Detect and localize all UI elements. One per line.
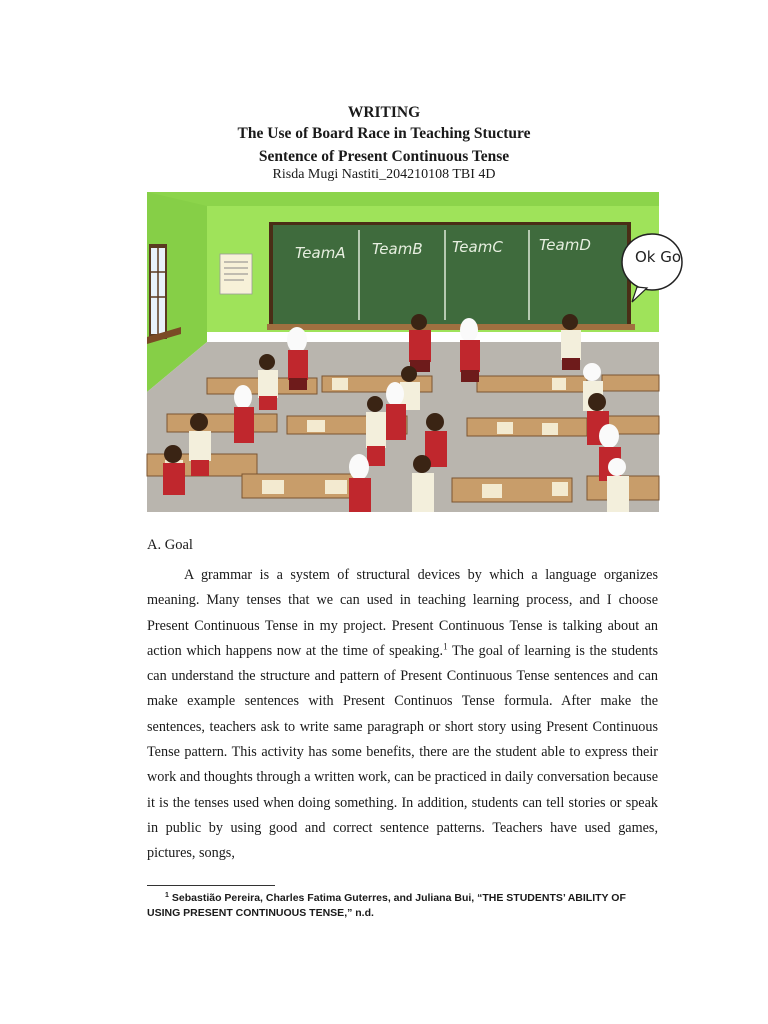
board-label-team-b: TeamB [372,240,423,258]
paragraph-text-part2: The goal of learning is the students can understand the structure and pattern of Present Continuous Tense sentences and can make example sentences with Present Continuos Tense formula. After make the sentences, teachers ask to write same paragraph or short story using Present Continuous Tense pattern. This activity has some benefits, there are the student able to express their work and thoughts through a written work, can be practiced in daily conversation because it is the tenses used when doing something. In addition, students can tell stories or speak in public by using good and correct sentence patterns. Teachers have used games, pictures, songs, [147,642,658,862]
section-title: A. Goal [147,537,193,553]
footnote-number: 1 [165,891,169,899]
footnote-separator [147,885,275,886]
svg-text:Ok Go: Ok Go [635,248,682,266]
body-paragraph [147,563,658,867]
classroom-illustration [147,192,682,512]
footnote [147,891,658,921]
wall-notice [220,254,252,294]
blackboard [267,222,635,330]
board-label-team-c: TeamC [452,238,503,256]
board-label-team-d: TeamD [539,236,591,254]
footnote-text: Sebastião Pereira, Charles Fatima Guterres, and Juliana Bui, “THE STUDENTS’ ABILITY OF USING PRESENT CONTINUOUS TENSE,” n.d. [147,892,626,919]
footnote-reference[interactable]: 1 [443,641,448,652]
document-subtitle-line1: The Use of Board Race in Teaching Stucture [237,125,531,142]
document-title: WRITING [347,104,421,121]
document-subtitle-line2: Sentence of Present Continuous Tense [258,148,510,165]
author-line: Risda Mugi Nastiti_204210108 TBI 4D [272,167,496,182]
board-label-team-a: TeamA [295,244,346,262]
paragraph-text-part1: A grammar is a system of structural devices by which a language organizes meaning. Many tenses that we can used in teaching learning process, and I choose Present Continuous Tense in my project. Present Continuous Tense is talking about an action which happens now at the time of speaking. [147,567,658,659]
